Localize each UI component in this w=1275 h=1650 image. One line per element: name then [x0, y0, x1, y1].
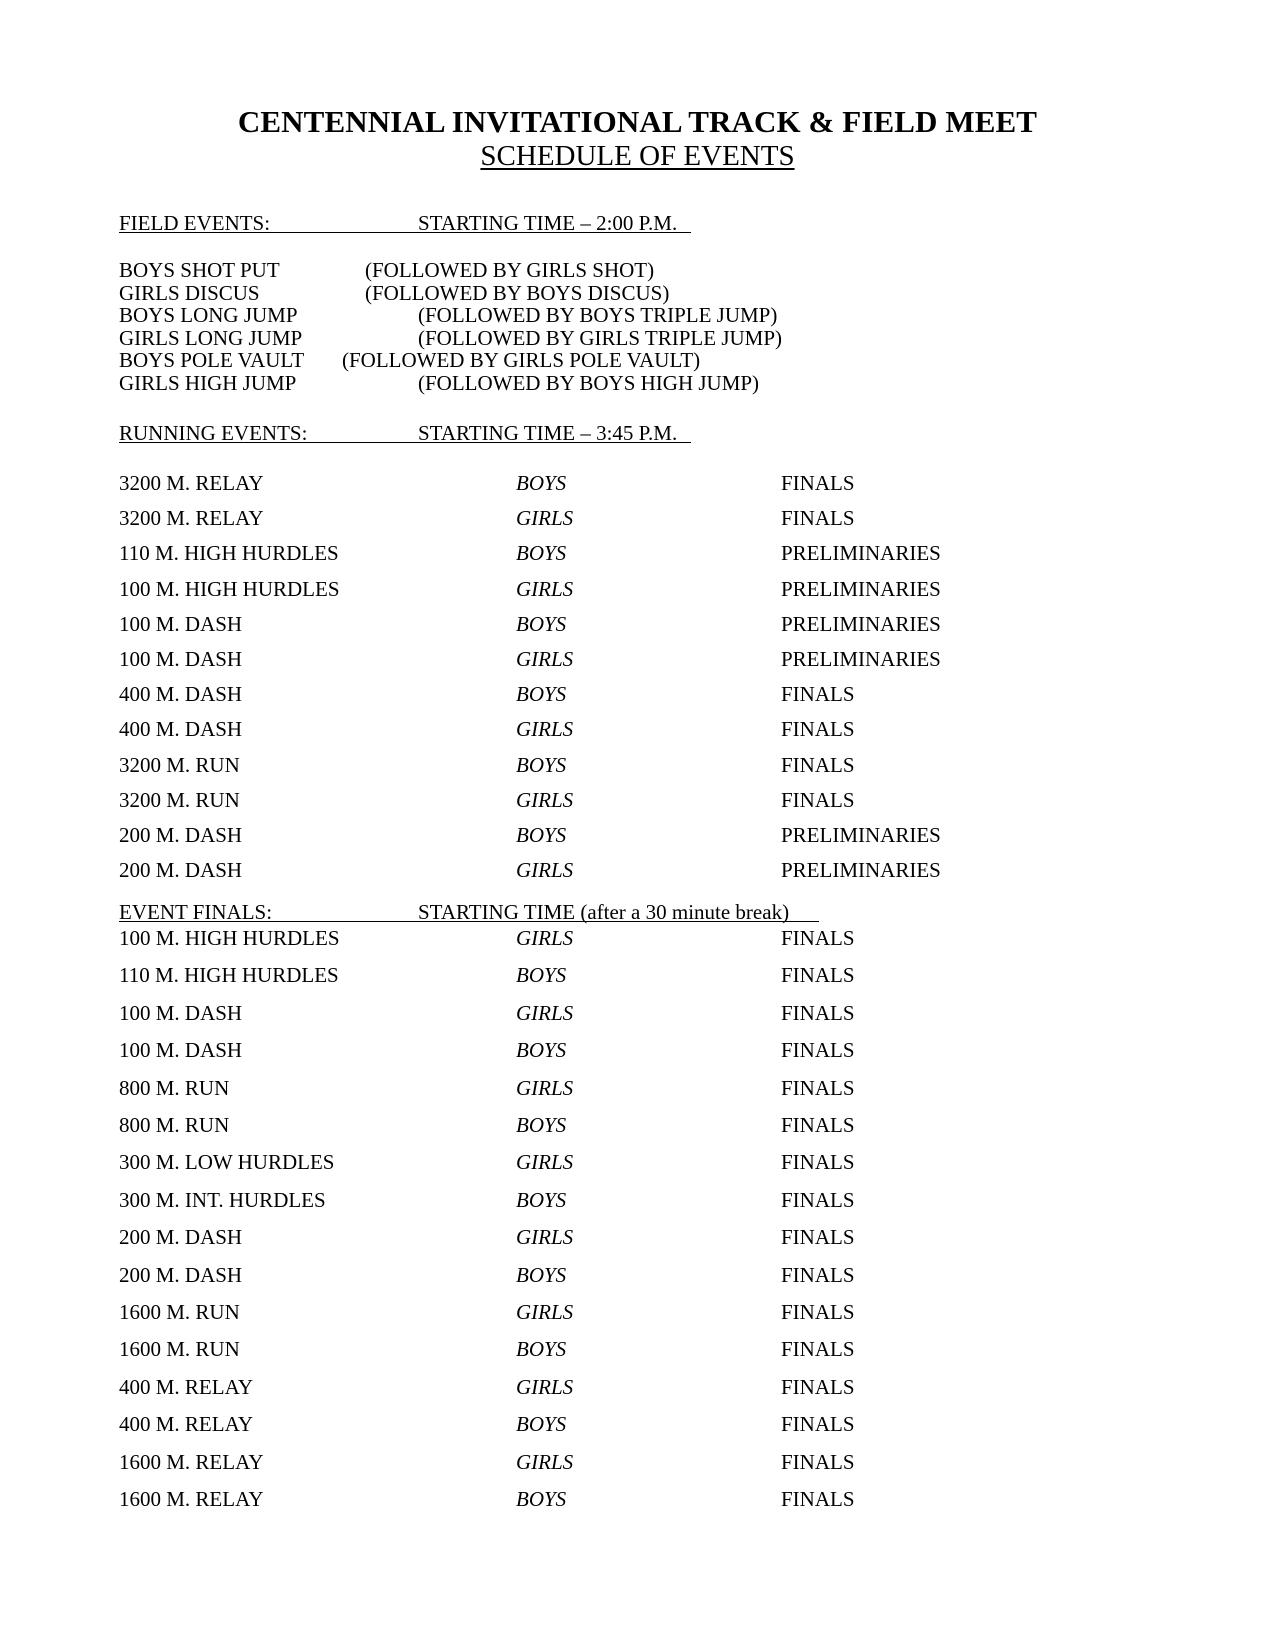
field-event-note: (FOLLOWED BY GIRLS POLE VAULT): [342, 348, 701, 373]
finals-event-gender: BOYS: [516, 1337, 567, 1362]
event-finals-start-time: STARTING TIME (after a 30 minute break): [418, 900, 790, 924]
finals-event-round: FINALS: [781, 1337, 855, 1362]
field-event-note: (FOLLOWED BY BOYS DISCUS): [365, 280, 670, 305]
finals-event-gender: GIRLS: [516, 1225, 574, 1250]
running-event-round: PRELIMINARIES: [781, 823, 941, 847]
event-finals-heading: EVENT FINALS:: [119, 900, 273, 924]
finals-event-name: 1600 M. RELAY: [119, 1449, 264, 1474]
finals-event-gender: GIRLS: [516, 1449, 574, 1474]
finals-event-name: 100 M. DASH: [119, 1038, 243, 1063]
finals-event-name: 110 M. HIGH HURDLES: [119, 963, 339, 988]
running-event-round: FINALS: [781, 787, 855, 812]
finals-event-round: FINALS: [781, 1000, 855, 1025]
subtitle-text: SCHEDULE OF EVENTS: [480, 140, 795, 172]
field-event-name: GIRLS LONG JUMP: [119, 325, 303, 350]
finals-event-name: 200 M. DASH: [119, 1225, 243, 1250]
finals-event-round: FINALS: [781, 1487, 855, 1511]
page-subtitle: [0, 140, 1275, 173]
field-events-heading: FIELD EVENTS:: [119, 211, 271, 235]
field-events-underline: [119, 232, 691, 233]
running-events-heading: RUNNING EVENTS:: [119, 421, 308, 445]
running-event-gender: BOYS: [516, 682, 567, 707]
running-event-gender: GIRLS: [516, 506, 574, 531]
running-event-name: 400 M. DASH: [119, 682, 243, 707]
running-event-name: 3200 M. RUN: [119, 752, 240, 777]
finals-event-round: FINALS: [781, 1449, 855, 1474]
running-event-round: PRELIMINARIES: [781, 858, 941, 883]
field-event-note: (FOLLOWED BY GIRLS TRIPLE JUMP): [418, 325, 783, 350]
running-event-name: 3200 M. RELAY: [119, 471, 264, 495]
running-event-gender: BOYS: [516, 752, 567, 777]
running-event-name: 3200 M. RELAY: [119, 506, 264, 531]
finals-event-round: FINALS: [781, 1300, 855, 1324]
finals-event-round: FINALS: [781, 1412, 855, 1437]
finals-event-name: 400 M. RELAY: [119, 1374, 253, 1399]
running-event-name: 100 M. DASH: [119, 647, 243, 671]
running-event-name: 200 M. DASH: [119, 823, 243, 847]
finals-event-name: 100 M. HIGH HURDLES: [119, 926, 340, 950]
finals-event-gender: GIRLS: [516, 1374, 574, 1399]
field-event-name: GIRLS HIGH JUMP: [119, 371, 297, 395]
running-event-round: PRELIMINARIES: [781, 611, 941, 636]
page-title: CENTENNIAL INVITATIONAL TRACK & FIELD MEET: [237, 104, 1038, 139]
running-event-gender: BOYS: [516, 611, 567, 636]
field-event-name: GIRLS DISCUS: [119, 280, 260, 305]
running-event-gender: BOYS: [516, 541, 567, 566]
running-event-name: 400 M. DASH: [119, 717, 243, 742]
running-events-underline: [119, 442, 691, 443]
running-event-gender: BOYS: [516, 471, 567, 495]
running-event-round: PRELIMINARIES: [781, 541, 941, 566]
field-events-start-time: STARTING TIME – 2:00 P.M.: [418, 211, 678, 235]
finals-event-round: FINALS: [781, 1075, 855, 1100]
running-event-gender: GIRLS: [516, 858, 574, 883]
running-event-name: 100 M. HIGH HURDLES: [119, 576, 340, 601]
running-event-name: 3200 M. RUN: [119, 787, 240, 812]
running-event-gender: GIRLS: [516, 576, 574, 601]
finals-event-gender: BOYS: [516, 1262, 567, 1287]
finals-event-gender: GIRLS: [516, 1075, 574, 1100]
finals-event-round: FINALS: [781, 1038, 855, 1063]
finals-event-gender: BOYS: [516, 1038, 567, 1063]
field-event-note: (FOLLOWED BY BOYS HIGH JUMP): [418, 371, 760, 395]
finals-event-gender: GIRLS: [516, 1300, 574, 1324]
finals-event-gender: GIRLS: [516, 926, 574, 950]
running-event-round: FINALS: [781, 682, 855, 707]
running-event-name: 100 M. DASH: [119, 611, 243, 636]
finals-event-round: FINALS: [781, 1262, 855, 1287]
finals-event-name: 800 M. RUN: [119, 1075, 230, 1100]
running-event-round: PRELIMINARIES: [781, 647, 941, 671]
finals-event-round: FINALS: [781, 963, 855, 988]
finals-event-name: 100 M. DASH: [119, 1000, 243, 1025]
finals-event-name: 200 M. DASH: [119, 1262, 243, 1287]
finals-event-gender: BOYS: [516, 1412, 567, 1437]
running-event-name: 110 M. HIGH HURDLES: [119, 541, 339, 566]
finals-event-name: 300 M. LOW HURDLES: [119, 1150, 335, 1175]
finals-event-gender: GIRLS: [516, 1150, 574, 1175]
running-event-round: FINALS: [781, 752, 855, 777]
running-event-round: FINALS: [781, 471, 855, 495]
running-event-name: 200 M. DASH: [119, 858, 243, 883]
finals-event-round: FINALS: [781, 1374, 855, 1399]
finals-event-name: 1600 M. RUN: [119, 1300, 240, 1324]
finals-event-round: FINALS: [781, 1150, 855, 1175]
finals-event-round: FINALS: [781, 926, 855, 950]
finals-event-round: FINALS: [781, 1113, 855, 1137]
field-event-note: (FOLLOWED BY GIRLS SHOT): [365, 258, 655, 282]
running-event-gender: GIRLS: [516, 647, 574, 671]
finals-event-gender: BOYS: [516, 1113, 567, 1137]
running-event-gender: BOYS: [516, 823, 567, 847]
event-finals-underline: [119, 921, 819, 922]
finals-event-round: FINALS: [781, 1225, 855, 1250]
field-event-name: BOYS LONG JUMP: [119, 303, 298, 328]
finals-event-name: 1600 M. RUN: [119, 1337, 240, 1362]
running-event-round: FINALS: [781, 717, 855, 742]
finals-event-name: 400 M. RELAY: [119, 1412, 253, 1437]
field-event-name: BOYS SHOT PUT: [119, 258, 280, 282]
running-event-gender: GIRLS: [516, 787, 574, 812]
finals-event-round: FINALS: [781, 1187, 855, 1212]
finals-event-gender: BOYS: [516, 1187, 567, 1212]
finals-event-name: 800 M. RUN: [119, 1113, 230, 1137]
finals-event-name: 1600 M. RELAY: [119, 1487, 264, 1511]
running-event-round: FINALS: [781, 506, 855, 531]
running-events-start-time: STARTING TIME – 3:45 P.M.: [418, 421, 678, 445]
finals-event-name: 300 M. INT. HURDLES: [119, 1187, 326, 1212]
running-event-gender: GIRLS: [516, 717, 574, 742]
running-event-round: PRELIMINARIES: [781, 576, 941, 601]
finals-event-gender: BOYS: [516, 963, 567, 988]
field-event-note: (FOLLOWED BY BOYS TRIPLE JUMP): [418, 303, 778, 328]
finals-event-gender: BOYS: [516, 1487, 567, 1511]
field-event-name: BOYS POLE VAULT: [119, 348, 305, 373]
finals-event-gender: GIRLS: [516, 1000, 574, 1025]
